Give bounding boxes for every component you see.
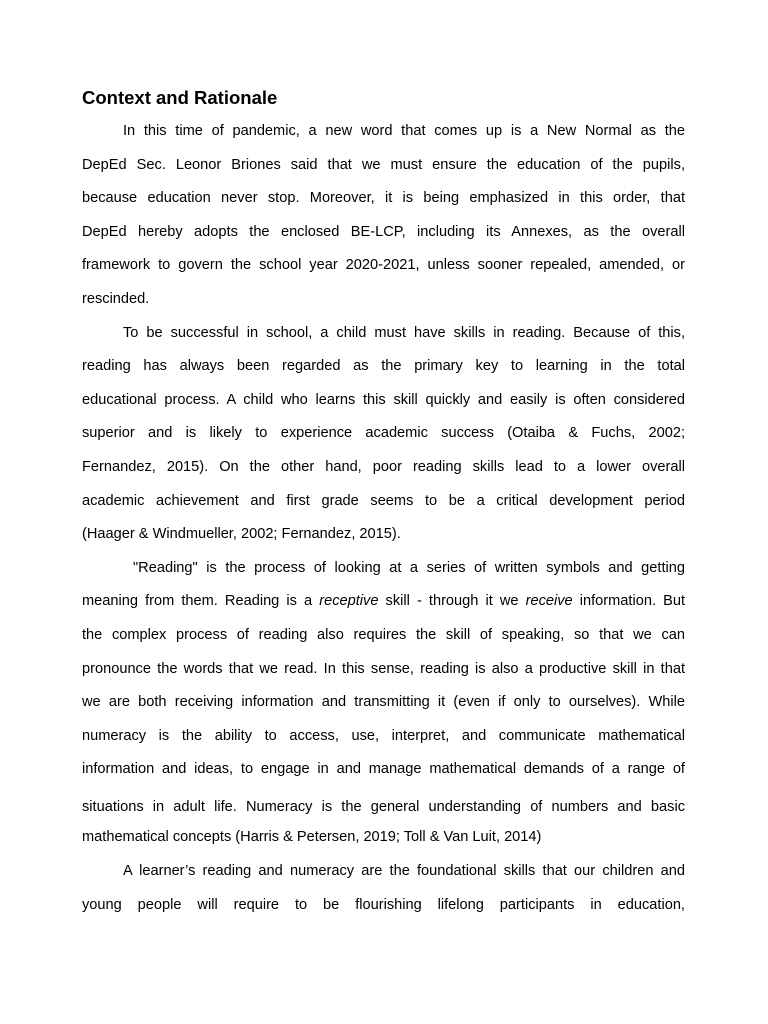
paragraph-1	[82, 115, 685, 317]
paragraph-line: because education never stop. Moreover, it is being emphasized in this order, that	[82, 190, 685, 207]
paragraph-line: situations in adult life. Numeracy is the general understanding of numbers and basic	[82, 798, 685, 815]
emphasis-receptive: receptive	[319, 593, 379, 610]
paragraph-line: DepEd Sec. Leonor Briones said that we must ensure the education of the pupils,	[82, 156, 685, 173]
text-run: meaning from them. Reading is a	[82, 593, 320, 610]
text-run: information. But	[572, 593, 686, 610]
paragraph-line: the complex process of reading also requires the skill of speaking, so that we can	[82, 626, 685, 643]
paragraph-line-with-emphasis	[82, 585, 685, 619]
paragraph-2	[82, 317, 685, 552]
paragraph-line: rescinded.	[82, 290, 150, 307]
paragraph-line: educational process. A child who learns this skill quickly and easily is often considered	[82, 391, 685, 408]
text-run: skill - through it we	[378, 593, 526, 610]
paragraph-3	[82, 552, 685, 855]
paragraph-line: information and ideas, to engage in and manage mathematical demands of a range of	[82, 761, 685, 778]
paragraph-line: numeracy is the ability to access, use, interpret, and communicate mathematical	[82, 727, 685, 744]
paragraph-line: academic achievement and first grade seems to be a critical development period	[82, 492, 685, 509]
paragraph-line: young people will require to be flourishing lifelong participants in education,	[82, 896, 685, 913]
paragraph-line: DepEd hereby adopts the enclosed BE-LCP, including its Annexes, as the overall	[82, 223, 685, 240]
paragraph-line: To be successful in school, a child must have skills in reading. Because of this,	[123, 324, 685, 341]
paragraph-line: (Haager & Windmueller, 2002; Fernandez, 2015).	[82, 526, 401, 543]
paragraph-4	[82, 855, 685, 922]
paragraph-line: A learner’s reading and numeracy are the foundational skills that our children and	[123, 863, 685, 880]
paragraph-line: mathematical concepts (Harris & Petersen, 2019; Toll & Van Luit, 2014)	[82, 829, 542, 846]
paragraph-line: reading has always been regarded as the primary key to learning in the total	[82, 358, 685, 375]
paragraph-line: "Reading" is the process of looking at a series of written symbols and getting	[133, 559, 685, 576]
paragraph-line: framework to govern the school year 2020-2021, unless sooner repealed, amended, or	[82, 257, 685, 274]
paragraph-line: Fernandez, 2015). On the other hand, poor reading skills lead to a lower overall	[82, 458, 685, 475]
emphasis-receive: receive	[525, 593, 573, 610]
paragraph-line: we are both receiving information and transmitting it (even if only to ourselves). While	[82, 694, 685, 711]
paragraph-line: pronounce the words that we read. In this sense, reading is also a productive skill in that	[82, 660, 685, 677]
document-page	[82, 86, 685, 922]
paragraph-line: In this time of pandemic, a new word that comes up is a New Normal as the	[123, 123, 685, 139]
section-heading: Context and Rationale	[82, 87, 278, 108]
paragraph-line: superior and is likely to experience academic success (Otaiba & Fuchs, 2002;	[82, 425, 685, 442]
